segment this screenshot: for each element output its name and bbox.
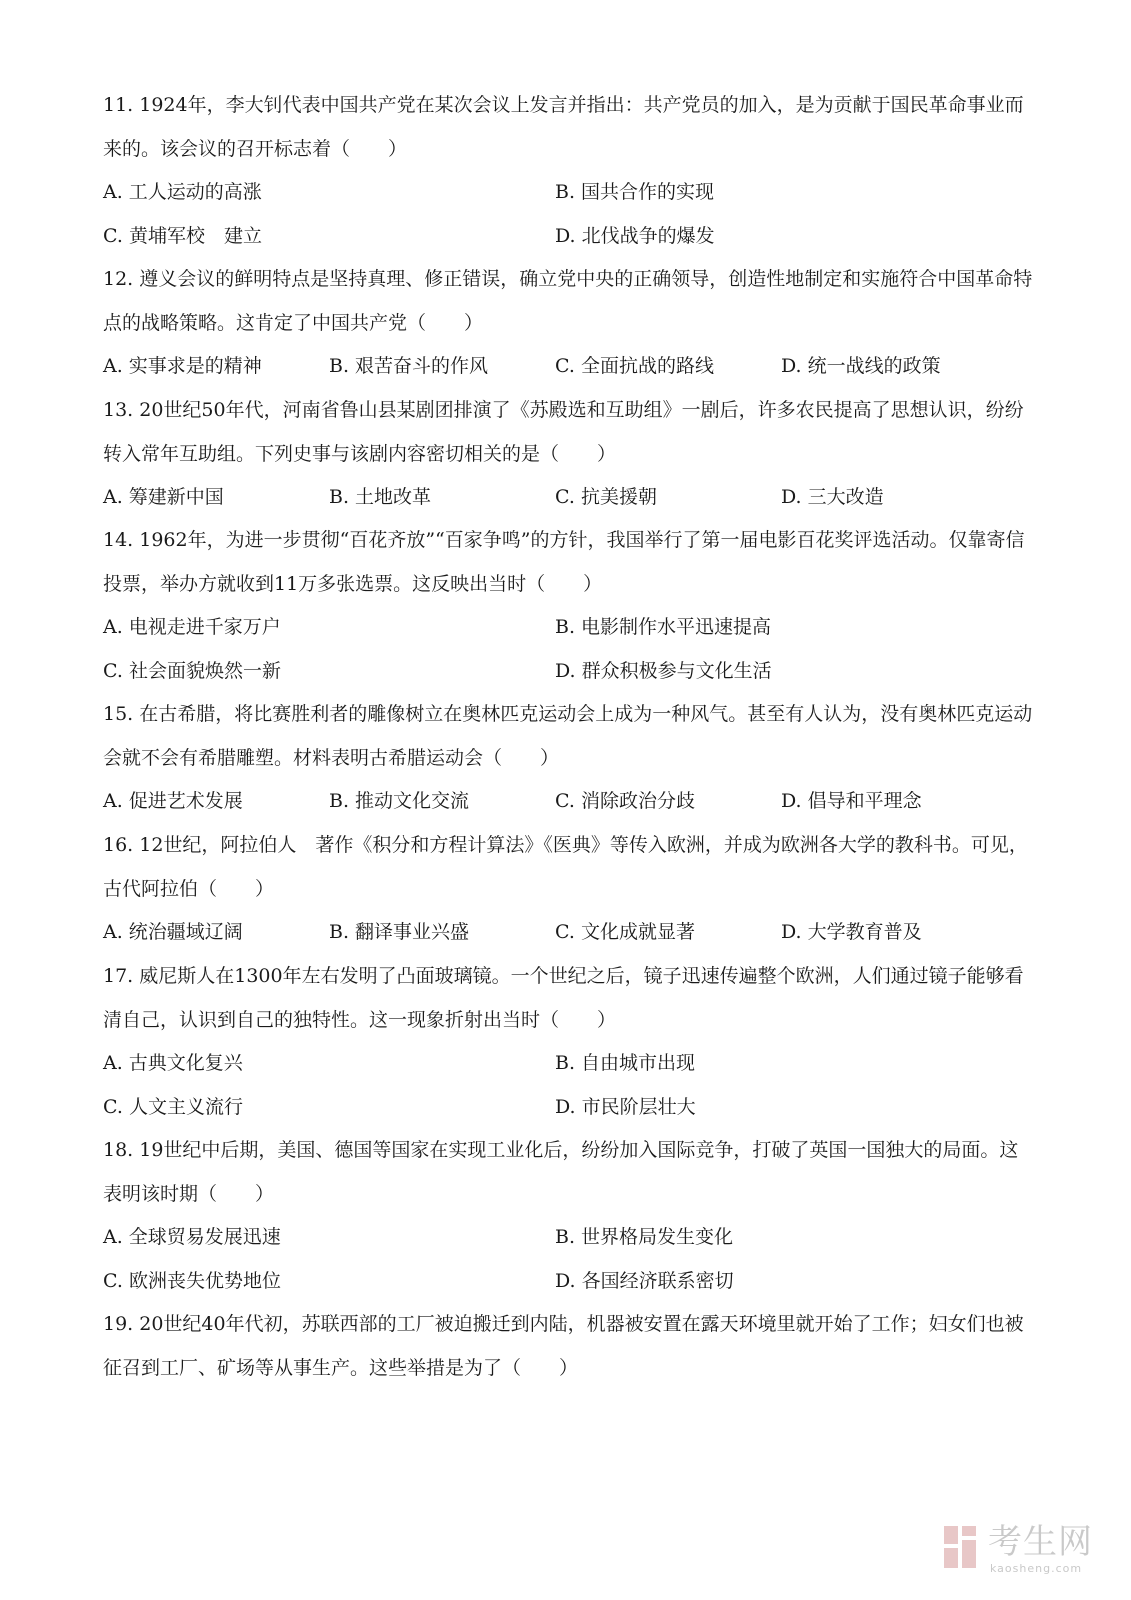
option-row — [103, 476, 1033, 520]
option-d: D. 各国经济联系密切 — [555, 1269, 734, 1292]
option-a: A. 促进艺术发展 — [103, 790, 243, 812]
question-14 — [103, 519, 1033, 693]
question-11 — [103, 84, 1033, 258]
option-row — [103, 215, 1033, 259]
option-a: A. 电视走进千家万户 — [103, 616, 281, 638]
option-b: B. 翻译事业兴盛 — [329, 921, 470, 943]
option-a: A. 工人运动的高涨 — [103, 181, 262, 203]
option-b: B. 国共合作的实现 — [555, 181, 715, 203]
option-b: B. 土地改革 — [329, 486, 432, 508]
option-c: C. 黄埔军校 建立 — [103, 224, 262, 247]
question-stem: 16. 12世纪，阿拉伯人 著作《积分和方程计算法》《医典》等传入欧洲，并成为欧洲各大学的教科书。可见，古代阿拉伯（ ） — [103, 834, 1028, 900]
question-15 — [103, 693, 1033, 824]
option-a: A. 全球贸易发展迅速 — [103, 1226, 281, 1248]
option-d: D. 群众积极参与文化生活 — [555, 659, 772, 682]
option-c: C. 社会面貌焕然一新 — [103, 659, 281, 682]
option-b: B. 世界格局发生变化 — [555, 1226, 734, 1248]
option-b: B. 自由城市出现 — [555, 1052, 696, 1074]
option-d: D. 倡导和平理念 — [781, 790, 922, 812]
watermark — [942, 1520, 1102, 1584]
option-row — [103, 1042, 1033, 1086]
question-12 — [103, 258, 1033, 389]
kaosheng-logo-icon — [942, 1522, 980, 1572]
question-19 — [103, 1303, 1033, 1390]
question-stem: 19. 20世纪40年代初，苏联西部的工厂被迫搬迁到内陆，机器被安置在露天环境里就开始了工作；妇女们也被征召到工厂、矿场等从事生产。这些举措是为了（ ） — [103, 1313, 1024, 1379]
option-d: D. 市民阶层壮大 — [555, 1095, 696, 1118]
option-c: C. 文化成就显著 — [555, 921, 695, 943]
question-stem: 11. 1924年，李大钊代表中国共产党在某次会议上发言并指出：共产党员的加入，是为贡献于国民革命事业而来的。该会议的召开标志着（ ） — [103, 94, 1024, 160]
question-stem: 18. 19世纪中后期，美国、德国等国家在实现工业化后，纷纷加入国际竞争，打破了英国一国独大的局面。这表明该时期（ ） — [103, 1139, 1019, 1205]
option-row — [103, 1216, 1033, 1260]
question-17 — [103, 955, 1033, 1129]
question-stem: 15. 在古希腊，将比赛胜利者的雕像树立在奥林匹克运动会上成为一种风气。甚至有人认为，没有奥林匹克运动会就不会有希腊雕塑。材料表明古希腊运动会（ ） — [103, 703, 1033, 769]
option-row — [103, 171, 1033, 215]
question-stem: 12. 遵义会议的鲜明特点是坚持真理、修正错误，确立党中央的正确领导，创造性地制定和实施符合中国革命特点的战略策略。这肯定了中国共产党（ ） — [103, 268, 1033, 334]
option-row — [103, 780, 1033, 824]
option-row — [103, 1086, 1033, 1130]
option-c: C. 人文主义流行 — [103, 1095, 243, 1118]
option-d: D. 大学教育普及 — [781, 921, 922, 943]
option-a: A. 筹建新中国 — [103, 486, 224, 508]
option-d: D. 三大改造 — [781, 486, 884, 508]
option-a: A. 实事求是的精神 — [103, 355, 262, 377]
question-18 — [103, 1129, 1033, 1303]
option-row — [103, 911, 1033, 955]
question-stem: 13. 20世纪50年代，河南省鲁山县某剧团排演了《苏殿选和互助组》一剧后，许多农民提高了思想认识，纷纷转入常年互助组。下列史事与该剧内容密切相关的是（ ） — [103, 399, 1024, 465]
option-d: D. 统一战线的政策 — [781, 355, 941, 377]
option-d: D. 北伐战争的爆发 — [555, 224, 715, 247]
option-b: B. 艰苦奋斗的作风 — [329, 355, 489, 377]
option-a: A. 古典文化复兴 — [103, 1052, 243, 1074]
option-b: B. 电影制作水平迅速提高 — [555, 616, 772, 638]
option-row — [103, 345, 1033, 389]
option-row — [103, 606, 1033, 650]
option-row — [103, 650, 1033, 694]
watermark-name: 考生网 — [988, 1522, 1093, 1562]
option-b: B. 推动文化交流 — [329, 790, 470, 812]
option-c: C. 欧洲丧失优势地位 — [103, 1269, 281, 1292]
option-a: A. 统治疆域辽阔 — [103, 921, 243, 943]
option-row — [103, 1260, 1033, 1304]
question-13 — [103, 389, 1033, 520]
question-stem: 14. 1962年，为进一步贯彻“百花齐放”“百家争鸣”的方针，我国举行了第一届电影百花奖评选活动。仅靠寄信投票，举办方就收到11万多张选票。这反映出当时（ ） — [103, 529, 1025, 595]
option-c: C. 全面抗战的路线 — [555, 355, 714, 377]
watermark-url: kaosheng.com — [990, 1562, 1083, 1575]
question-stem: 17. 威尼斯人在1300年左右发明了凸面玻璃镜。一个世纪之后，镜子迅速传遍整个欧洲，人们通过镜子能够看清自己，认识到自己的独特性。这一现象折射出当时（ ） — [103, 965, 1024, 1031]
option-c: C. 消除政治分歧 — [555, 790, 695, 812]
question-16 — [103, 824, 1033, 955]
option-c: C. 抗美援朝 — [555, 486, 657, 508]
